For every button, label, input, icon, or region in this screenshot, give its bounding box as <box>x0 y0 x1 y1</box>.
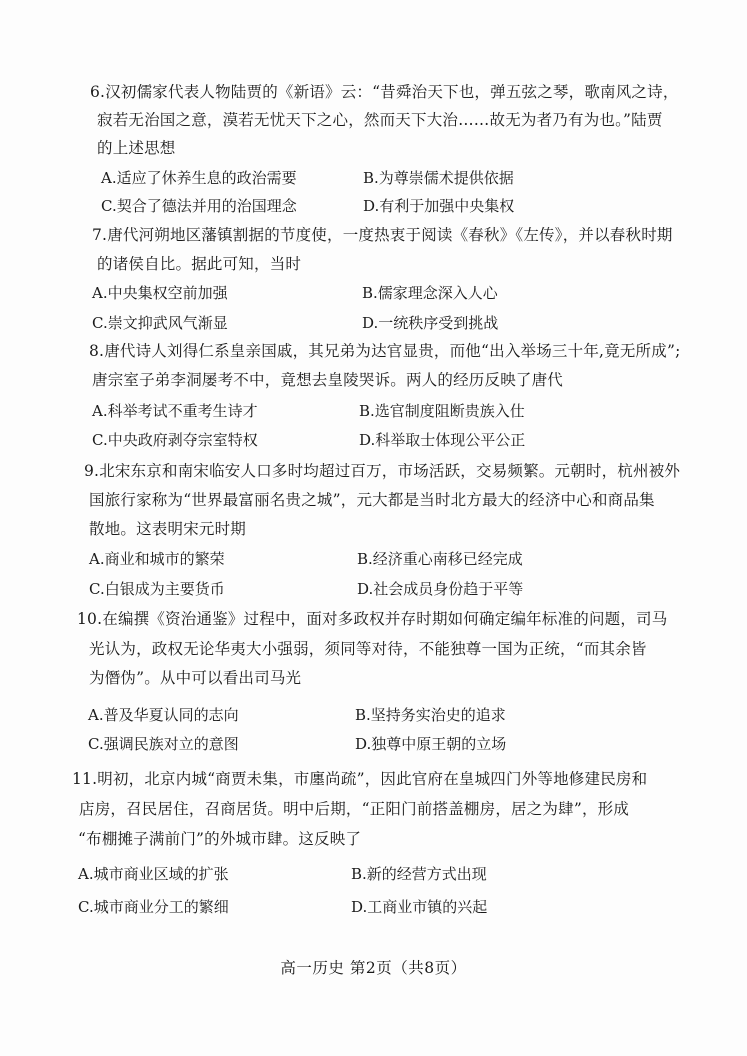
question-text-line: “布棚摊子满前门”的外城市肆。这反映了 <box>78 830 362 848</box>
question-text-line: 6.汉初儒家代表人物陆贾的《新语》云：“昔舜治天下也，弹五弦之琴，歌南风之诗， <box>90 83 679 101</box>
option-b: B.新的经营方式出现 <box>351 865 487 883</box>
question-text-line: 店房，召民居住，召商居货。明中后期，“正阳门前搭盖棚房，居之为肆”，形成 <box>79 800 630 818</box>
option-b: B.为尊崇儒术提供依据 <box>363 169 514 187</box>
option-b: B.经济重心南移已经完成 <box>357 550 523 568</box>
question-text-line: 唐宗室子弟李洞屡考不中，竟想去皇陵哭诉。两人的经历反映了唐代 <box>92 371 564 389</box>
question-text-line: 9.北宋东京和南宋临安人口多时均超过百万，市场活跃，交易频繁。元朝时，杭州被外 <box>84 462 681 480</box>
option-a: A.城市商业区域的扩张 <box>78 865 229 883</box>
option-d: D.社会成员身份趋于平等 <box>357 580 524 598</box>
question-text-line: 的上述思想 <box>97 139 176 157</box>
option-a: A.适应了休养生息的政治需要 <box>101 169 297 187</box>
question-text-line: 国旅行家称为“世界最富丽名贵之城”，元大都是当时北方最大的经济中心和商品集 <box>89 491 655 509</box>
option-a: A.中央集权空前加强 <box>92 284 228 302</box>
option-c: C.崇文抑武风气渐显 <box>92 314 228 332</box>
option-c: C.强调民族对立的意图 <box>88 735 239 753</box>
option-d: D.一统秩序受到挑战 <box>362 314 499 332</box>
option-c: C.城市商业分工的繁细 <box>78 898 229 916</box>
question-text-line: 11.明初，北京内城“商贾未集，市廛尚疏”，因此官府在皇城四门外等地修建民房和 <box>72 770 648 788</box>
option-a: A.科举考试不重考生诗才 <box>92 402 258 420</box>
option-b: B.儒家理念深入人心 <box>362 284 498 302</box>
question-text-line: 7.唐代河朔地区藩镇割据的节度使，一度热衷于阅读《春秋》《左传》，并以春秋时期 <box>92 226 673 244</box>
option-c: C.白银成为主要货币 <box>89 580 225 598</box>
question-text-line: 寂若无治国之意，漠若无忧天下之心，然而天下大治……故无为者乃有为也。”陆贾 <box>97 111 663 129</box>
question-text-line: 散地。这表明宋元时期 <box>89 520 247 538</box>
option-d: D.有利于加强中央集权 <box>363 197 515 215</box>
page-footer: 高一历史 第2页（共8页） <box>280 959 467 977</box>
option-d: D.科举取士体现公平公正 <box>359 431 526 449</box>
option-d: D.独尊中原王朝的立场 <box>355 735 507 753</box>
option-d: D.工商业市镇的兴起 <box>351 898 488 916</box>
option-a: A.普及华夏认同的志向 <box>88 706 239 724</box>
option-b: B.坚持务实治史的追求 <box>355 706 506 724</box>
question-text-line: 10.在编撰《资治通鉴》过程中，面对多政权并存时期如何确定编年标准的问题，司马 <box>77 610 668 628</box>
question-text-line: 的诸侯自比。据此可知，当时 <box>97 255 302 273</box>
option-a: A.商业和城市的繁荣 <box>89 550 225 568</box>
option-c: C.中央政府剥夺宗室特权 <box>92 431 258 449</box>
option-c: C.契合了德法并用的治国理念 <box>101 197 297 215</box>
question-text-line: 光认为，政权无论华夷大小强弱，须同等对待，不能独尊一国为正统，“而其余皆 <box>89 640 647 658</box>
question-text-line: 8.唐代诗人刘得仁系皇亲国戚，其兄弟为达官显贵，而他“出入举场三十年,竟无所成”; <box>89 342 681 360</box>
question-text-line: 为僭伪”。从中可以看出司马光 <box>89 669 302 687</box>
option-b: B.选官制度阻断贵族入仕 <box>359 402 525 420</box>
